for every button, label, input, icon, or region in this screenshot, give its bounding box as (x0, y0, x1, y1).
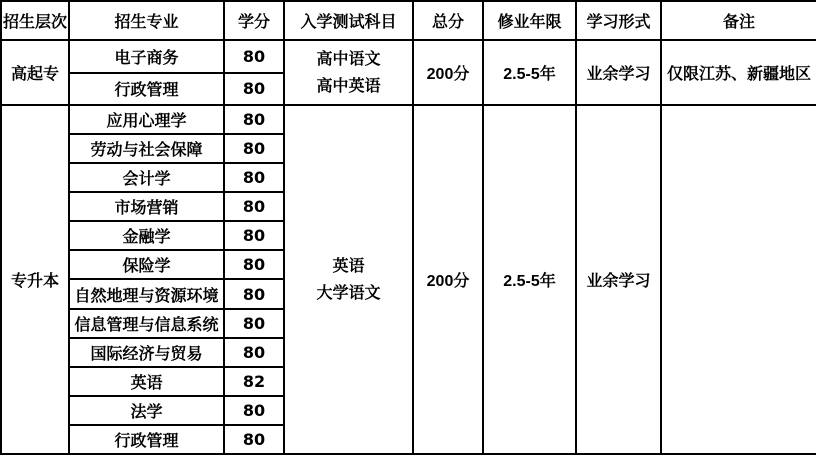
major-cell: 信息管理与信息系统 (69, 309, 224, 338)
credits-cell: 80 (224, 163, 284, 192)
credits-cell: 80 (224, 338, 284, 367)
duration-cell: 2.5-5年 (483, 105, 576, 454)
major-cell: 会计学 (69, 163, 224, 192)
major-cell: 应用心理学 (69, 105, 224, 134)
credits-cell: 80 (224, 192, 284, 221)
column-header-total-score: 总分 (413, 1, 483, 40)
table-row (1, 40, 816, 73)
header-row (1, 1, 816, 40)
major-cell: 行政管理 (69, 425, 224, 454)
remark-cell: 仅限江苏、新疆地区 (661, 40, 816, 105)
duration-cell: 2.5-5年 (483, 40, 576, 105)
credits-cell: 80 (224, 73, 284, 106)
column-header-credits: 学分 (224, 1, 284, 40)
credits-cell: 80 (224, 221, 284, 250)
column-header-study-form: 学习形式 (576, 1, 661, 40)
major-cell: 国际经济与贸易 (69, 338, 224, 367)
remark-cell (661, 105, 816, 454)
major-cell: 英语 (69, 367, 224, 396)
test-subject-line: 高中语文 (316, 50, 381, 68)
credits-cell: 80 (224, 250, 284, 279)
major-cell: 法学 (69, 396, 224, 425)
total-score-cell: 200分 (413, 105, 483, 454)
test-subject-line: 英语 (332, 257, 365, 275)
credits-cell: 80 (224, 134, 284, 163)
credits-cell: 80 (224, 279, 284, 308)
study-form-cell: 业余学习 (576, 40, 661, 105)
credits-cell: 80 (224, 425, 284, 454)
level-cell: 专升本 (1, 105, 69, 454)
major-cell: 行政管理 (69, 73, 224, 106)
test-subjects-cell (284, 105, 413, 454)
column-header-remark: 备注 (661, 1, 816, 40)
test-subjects-cell (284, 40, 413, 105)
credits-cell: 80 (224, 309, 284, 338)
credits-cell: 82 (224, 367, 284, 396)
column-header-duration: 修业年限 (483, 1, 576, 40)
major-cell: 电子商务 (69, 40, 224, 73)
major-cell: 金融学 (69, 221, 224, 250)
credits-cell: 80 (224, 105, 284, 134)
total-score-cell: 200分 (413, 40, 483, 105)
major-cell: 劳动与社会保障 (69, 134, 224, 163)
major-cell: 自然地理与资源环境 (69, 279, 224, 308)
column-header-test-subjects: 入学测试科目 (284, 1, 413, 40)
major-cell: 保险学 (69, 250, 224, 279)
test-subject-line: 大学语文 (316, 284, 381, 302)
credits-cell: 80 (224, 40, 284, 73)
major-cell: 市场营销 (69, 192, 224, 221)
credits-cell: 80 (224, 396, 284, 425)
level-cell: 高起专 (1, 40, 69, 105)
test-subject-line: 高中英语 (316, 77, 381, 95)
column-header-major: 招生专业 (69, 1, 224, 40)
column-header-level: 招生层次 (1, 1, 69, 40)
table-row (1, 105, 816, 134)
study-form-cell: 业余学习 (576, 105, 661, 454)
